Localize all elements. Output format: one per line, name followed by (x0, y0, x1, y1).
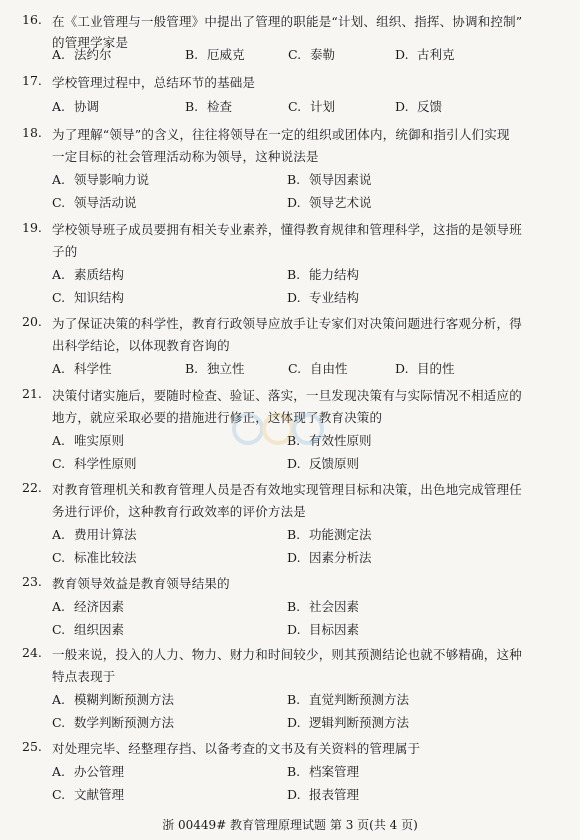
watermark-logo (228, 410, 348, 448)
option-text: 自由性 (310, 361, 348, 376)
option-c (52, 713, 174, 731)
option-text: 领导因素说 (309, 172, 372, 187)
option-d (287, 454, 359, 472)
option-letter: C. (52, 195, 66, 210)
question-text-line: 地方，就应采取必要的措施进行修正，这体现了教育决策的 (52, 410, 383, 425)
question-number: 23. (22, 574, 42, 589)
question-text-line: 一定目标的社会管理活动称为领导，这种说法是 (52, 149, 319, 164)
question-text-line: 对教育管理机关和教育管理人员是否有效地实现管理目标和决策，出色地完成管理任 (52, 482, 522, 497)
option-text: 组织因素 (74, 622, 125, 637)
option-d (395, 97, 442, 115)
option-letter: B. (185, 361, 199, 376)
option-d (287, 548, 372, 566)
option-text: 目标因素 (309, 622, 360, 637)
option-d (287, 620, 359, 638)
question-text-line: 子的 (52, 244, 78, 259)
option-letter: C. (52, 787, 66, 802)
option-text: 报表管理 (309, 787, 360, 802)
option-letter: B. (287, 172, 301, 187)
option-text: 科学性 (74, 361, 112, 376)
option-d (395, 45, 455, 63)
option-text: 科学性原则 (74, 456, 137, 471)
option-text: 有效性原则 (309, 433, 372, 448)
question-number: 20. (22, 314, 42, 329)
option-b (287, 762, 359, 780)
option-a (52, 45, 112, 63)
option-c (52, 193, 137, 211)
option-c (288, 97, 335, 115)
option-d (287, 785, 359, 803)
option-c (52, 620, 124, 638)
option-letter: C. (52, 290, 66, 305)
option-c (288, 45, 335, 63)
question-number: 17. (22, 73, 42, 88)
question-text-line: 学校管理过程中，总结环节的基础是 (52, 75, 256, 90)
option-a (52, 690, 174, 708)
option-a (52, 97, 99, 115)
option-letter: A. (52, 47, 66, 62)
option-b (287, 525, 372, 543)
option-c (52, 288, 124, 306)
option-text: 反馈原则 (309, 456, 360, 471)
option-letter: B. (287, 433, 301, 448)
question-text-line: 教育领导效益是教育领导结果的 (52, 576, 230, 591)
option-text: 知识结构 (74, 290, 125, 305)
option-text: 功能测定法 (309, 527, 372, 542)
option-letter: B. (287, 764, 301, 779)
option-a (52, 762, 124, 780)
option-text: 厄威克 (207, 47, 245, 62)
question-text-line: 决策付诸实施后，要随时检查、验证、落实，一旦发现决策有与实际情况不相适应的 (52, 388, 522, 403)
option-c (52, 548, 137, 566)
option-letter: A. (52, 692, 66, 707)
question-number: 21. (22, 386, 42, 401)
option-text: 计划 (310, 99, 336, 114)
question-text-line: 的管理学家是 (52, 35, 129, 50)
option-d (287, 713, 409, 731)
option-text: 泰勒 (310, 47, 336, 62)
option-text: 逻辑判断预测方法 (309, 715, 410, 730)
option-letter: A. (52, 361, 66, 376)
option-text: 领导活动说 (74, 195, 137, 210)
option-letter: A. (52, 99, 66, 114)
option-text: 独立性 (207, 361, 245, 376)
option-text: 模糊判断预测方法 (74, 692, 175, 707)
option-text: 素质结构 (74, 267, 125, 282)
option-letter: D. (287, 456, 301, 471)
option-d (287, 288, 359, 306)
option-letter: A. (52, 267, 66, 282)
option-letter: C. (288, 99, 302, 114)
option-text: 反馈 (417, 99, 443, 114)
option-letter: C. (288, 361, 302, 376)
option-letter: C. (52, 550, 66, 565)
option-letter: A. (52, 764, 66, 779)
option-b (287, 265, 359, 283)
question-text-line: 一般来说，投入的人力、物力、财力和时间较少，则其预测结论也就不够精确，这种 (52, 647, 522, 662)
option-text: 领导艺术说 (309, 195, 372, 210)
option-text: 经济因素 (74, 599, 125, 614)
option-letter: B. (287, 599, 301, 614)
question-text-line: 为了保证决策的科学性，教育行政领导应放手让专家们对决策问题进行客观分析，得 (52, 316, 522, 331)
option-text: 因素分析法 (309, 550, 372, 565)
option-a (52, 359, 112, 377)
option-letter: A. (52, 433, 66, 448)
option-letter: D. (287, 550, 301, 565)
option-text: 能力结构 (309, 267, 360, 282)
option-text: 专业结构 (309, 290, 360, 305)
option-letter: A. (52, 599, 66, 614)
option-text: 费用计算法 (74, 527, 137, 542)
option-letter: D. (287, 195, 301, 210)
option-d (395, 359, 455, 377)
option-letter: B. (287, 267, 301, 282)
question-text-line: 在《工业管理与一般管理》中提出了管理的职能是“计划、组织、指挥、协调和控制” (52, 14, 523, 29)
option-letter: B. (185, 47, 199, 62)
option-letter: D. (395, 99, 409, 114)
option-c (52, 454, 137, 472)
page-footer: 浙 00449# 教育管理原理试题 第 3 页(共 4 页) (162, 818, 418, 832)
option-letter: C. (52, 456, 66, 471)
option-letter: A. (52, 172, 66, 187)
option-c (288, 359, 348, 377)
option-letter: B. (185, 99, 199, 114)
question-text-line: 务进行评价，这种教育行政效率的评价方法是 (52, 504, 307, 519)
option-a (52, 265, 124, 283)
option-a (52, 431, 124, 449)
option-b (185, 97, 232, 115)
option-c (52, 785, 124, 803)
option-a (52, 597, 124, 615)
option-a (52, 170, 149, 188)
option-letter: C. (288, 47, 302, 62)
option-letter: C. (52, 622, 66, 637)
option-b (287, 170, 372, 188)
option-b (287, 597, 359, 615)
question-number: 24. (22, 645, 42, 660)
option-b (185, 359, 245, 377)
option-text: 目的性 (417, 361, 455, 376)
question-number: 22. (22, 480, 42, 495)
question-text-line: 特点表现于 (52, 669, 116, 684)
option-text: 办公管理 (74, 764, 125, 779)
option-text: 社会因素 (309, 599, 360, 614)
option-text: 唯实原则 (74, 433, 125, 448)
question-text-line: 出科学结论，以体现教育咨询的 (52, 338, 230, 353)
option-letter: D. (287, 715, 301, 730)
option-d (287, 193, 372, 211)
option-letter: C. (52, 715, 66, 730)
option-a (52, 525, 137, 543)
option-letter: B. (287, 692, 301, 707)
option-text: 检查 (207, 99, 233, 114)
option-letter: D. (395, 361, 409, 376)
option-text: 古利克 (417, 47, 455, 62)
option-text: 文献管理 (74, 787, 125, 802)
question-number: 18. (22, 125, 42, 140)
option-text: 协调 (74, 99, 100, 114)
option-text: 数学判断预测方法 (74, 715, 175, 730)
option-text: 领导影响力说 (74, 172, 150, 187)
question-number: 16. (22, 12, 42, 27)
option-text: 法约尔 (74, 47, 112, 62)
question-text-line: 为了理解“领导”的含义，往往将领导在一定的组织或团体内，统御和指引人们实现 (52, 127, 510, 142)
option-text: 直觉判断预测方法 (309, 692, 410, 707)
question-number: 25. (22, 739, 42, 754)
option-text: 档案管理 (309, 764, 360, 779)
question-number: 19. (22, 220, 42, 235)
option-letter: A. (52, 527, 66, 542)
option-letter: B. (287, 527, 301, 542)
option-letter: D. (287, 290, 301, 305)
question-text-line: 学校领导班子成员要拥有相关专业素养，懂得教育规律和管理科学，这指的是领导班 (52, 222, 522, 237)
option-text: 标准比较法 (74, 550, 137, 565)
option-b (287, 690, 409, 708)
option-letter: D. (287, 622, 301, 637)
option-b (185, 45, 245, 63)
option-letter: D. (287, 787, 301, 802)
option-letter: D. (395, 47, 409, 62)
question-text-line: 对处理完毕、经整理存挡、以备考查的文书及有关资料的管理属于 (52, 741, 421, 756)
